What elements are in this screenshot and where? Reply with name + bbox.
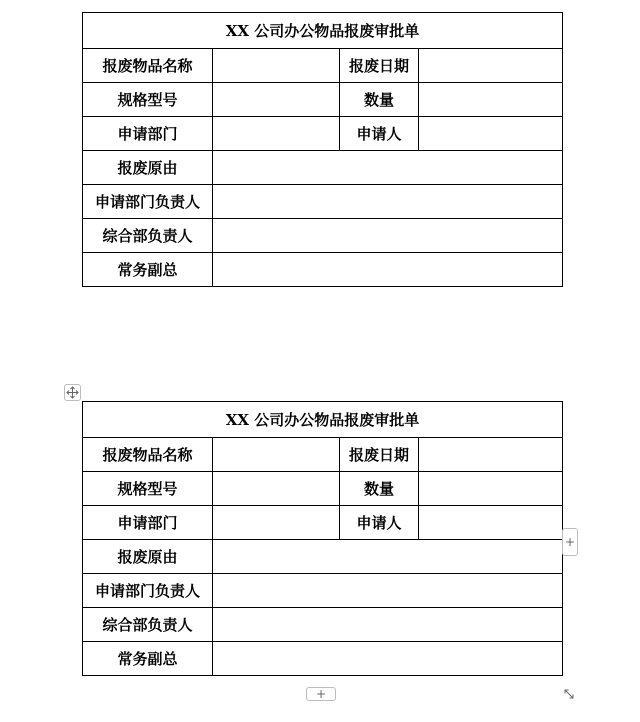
plus-icon: +: [315, 687, 327, 701]
cell-applying-dept[interactable]: [213, 117, 340, 151]
cell-spec-model[interactable]: [213, 472, 340, 506]
cell-applicant[interactable]: [419, 506, 563, 540]
label-reason: 报废原由: [83, 540, 213, 574]
label-item-name: 报废物品名称: [83, 49, 213, 83]
form-title: XX 公司办公物品报废审批单: [83, 13, 563, 49]
label-applicant: 申请人: [340, 117, 419, 151]
label-scrap-date: 报废日期: [340, 438, 419, 472]
label-dept-head: 申请部门负责人: [83, 574, 213, 608]
cell-reason[interactable]: [213, 151, 563, 185]
add-column-button[interactable]: [562, 528, 578, 556]
label-applying-dept: 申请部门: [83, 506, 213, 540]
move-arrows-icon: [66, 386, 79, 399]
label-reason: 报废原由: [83, 151, 213, 185]
label-applicant: 申请人: [340, 506, 419, 540]
form-title: XX 公司办公物品报废审批单: [83, 402, 563, 438]
label-spec-model: 规格型号: [83, 83, 213, 117]
label-executive-vp: 常务副总: [83, 253, 213, 287]
cell-quantity[interactable]: [419, 83, 563, 117]
label-applying-dept: 申请部门: [83, 117, 213, 151]
cell-item-name[interactable]: [213, 49, 340, 83]
resize-icon[interactable]: [561, 686, 577, 702]
cell-general-dept-head[interactable]: [213, 608, 563, 642]
cell-applying-dept[interactable]: [213, 506, 340, 540]
cell-applicant[interactable]: [419, 117, 563, 151]
approval-form-table: [82, 12, 563, 287]
resize-arrow-icon: [563, 688, 575, 700]
label-scrap-date: 报废日期: [340, 49, 419, 83]
cell-executive-vp[interactable]: [213, 642, 563, 676]
cell-reason[interactable]: [213, 540, 563, 574]
label-dept-head: 申请部门负责人: [83, 185, 213, 219]
cell-dept-head[interactable]: [213, 185, 563, 219]
cell-quantity[interactable]: [419, 472, 563, 506]
label-quantity: 数量: [340, 472, 419, 506]
label-item-name: 报废物品名称: [83, 438, 213, 472]
label-executive-vp: 常务副总: [83, 642, 213, 676]
cell-scrap-date[interactable]: [419, 438, 563, 472]
label-spec-model: 规格型号: [83, 472, 213, 506]
label-general-dept-head: 综合部负责人: [83, 608, 213, 642]
move-icon[interactable]: [64, 384, 81, 401]
cell-executive-vp[interactable]: [213, 253, 563, 287]
cell-dept-head[interactable]: [213, 574, 563, 608]
add-row-button[interactable]: [306, 687, 336, 701]
cell-item-name[interactable]: [213, 438, 340, 472]
cell-general-dept-head[interactable]: [213, 219, 563, 253]
label-quantity: 数量: [340, 83, 419, 117]
plus-icon: +: [564, 535, 576, 549]
label-general-dept-head: 综合部负责人: [83, 219, 213, 253]
approval-form-table-selected: [82, 401, 563, 676]
cell-scrap-date[interactable]: [419, 49, 563, 83]
cell-spec-model[interactable]: [213, 83, 340, 117]
